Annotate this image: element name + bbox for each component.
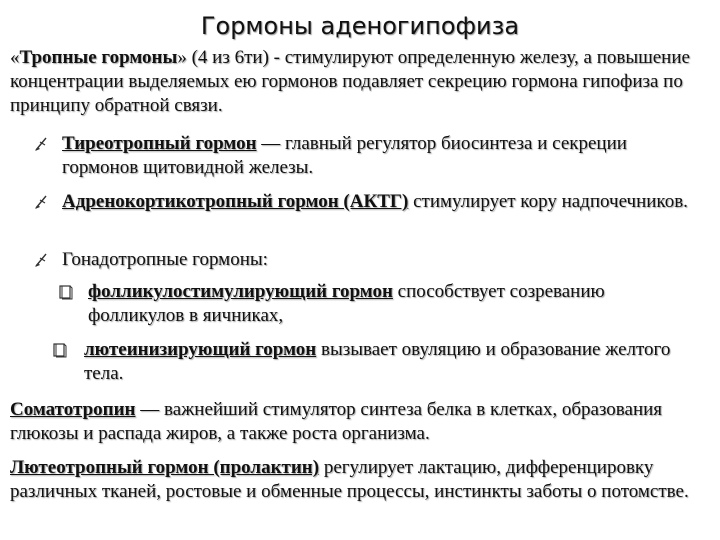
- list-item-desc: стимулирует кору надпочечников.: [408, 191, 688, 212]
- list-item: [0, 248, 720, 272]
- book-icon: [58, 284, 74, 300]
- list-item-term: Адренокортикотропный гормон (АКТГ): [62, 191, 409, 212]
- sub-list-item-term: фолликулостимулирующий гормон: [88, 281, 393, 302]
- list-item-text: [62, 248, 692, 272]
- list-item-desc: — главный регулятор биосинтеза и секреции гормонов щитовидной железы.: [62, 133, 627, 178]
- list-item-term: Тиреотропный гормон: [62, 133, 257, 154]
- somatotropin-term: Соматотропин: [10, 399, 136, 420]
- intro-open-quote: «: [10, 47, 20, 68]
- page-title: Гормоны аденогипофиза: [200, 12, 520, 40]
- list-item-text: [62, 132, 692, 180]
- sub-list-item-desc: способствует созреванию фолликулов в яичниках,: [88, 281, 605, 326]
- somatotropin-paragraph: [10, 398, 710, 446]
- intro-text: » (4 из 6ти) - стимулируют определенную железу, а повышение концентрации выделяемых ею гормонов подавляет секрецию гормона гипофиза по принципу обратной связи.: [10, 47, 690, 116]
- sub-list-item-desc: вызывает овуляцию и образование желтого тела.: [84, 339, 671, 384]
- list-item-desc: Гонадотропные гормоны:: [62, 249, 268, 270]
- sub-list-item: [0, 280, 720, 328]
- luteotropic-text: регулирует лактацию, дифференцировку различных тканей, ростовые и обменные процессы, инстинкты заботы о потомстве.: [10, 457, 689, 502]
- sub-list-item-term: лютеинизирующий гормон: [84, 339, 317, 360]
- luteotropic-paragraph: [10, 456, 710, 504]
- luteotropic-term: Лютеотропный гормон (пролактин): [10, 457, 320, 478]
- sub-list-item: [0, 338, 720, 386]
- list-item: [0, 190, 720, 214]
- list-item: [0, 132, 720, 180]
- pen-nib-icon: [34, 252, 48, 268]
- somatotropin-text: — важнейший стимулятор синтеза белка в клетках, образования глюкозы и распада жиров, а также роста организма.: [10, 399, 663, 444]
- list-item-text: [62, 190, 692, 214]
- pen-nib-icon: [34, 194, 48, 210]
- intro-paragraph: [10, 46, 710, 118]
- sub-list-item-text: [84, 338, 694, 386]
- book-icon: [52, 342, 68, 358]
- sub-list-item-text: [88, 280, 698, 328]
- intro-term: Тропные гормоны: [19, 47, 178, 68]
- pen-nib-icon: [34, 136, 48, 152]
